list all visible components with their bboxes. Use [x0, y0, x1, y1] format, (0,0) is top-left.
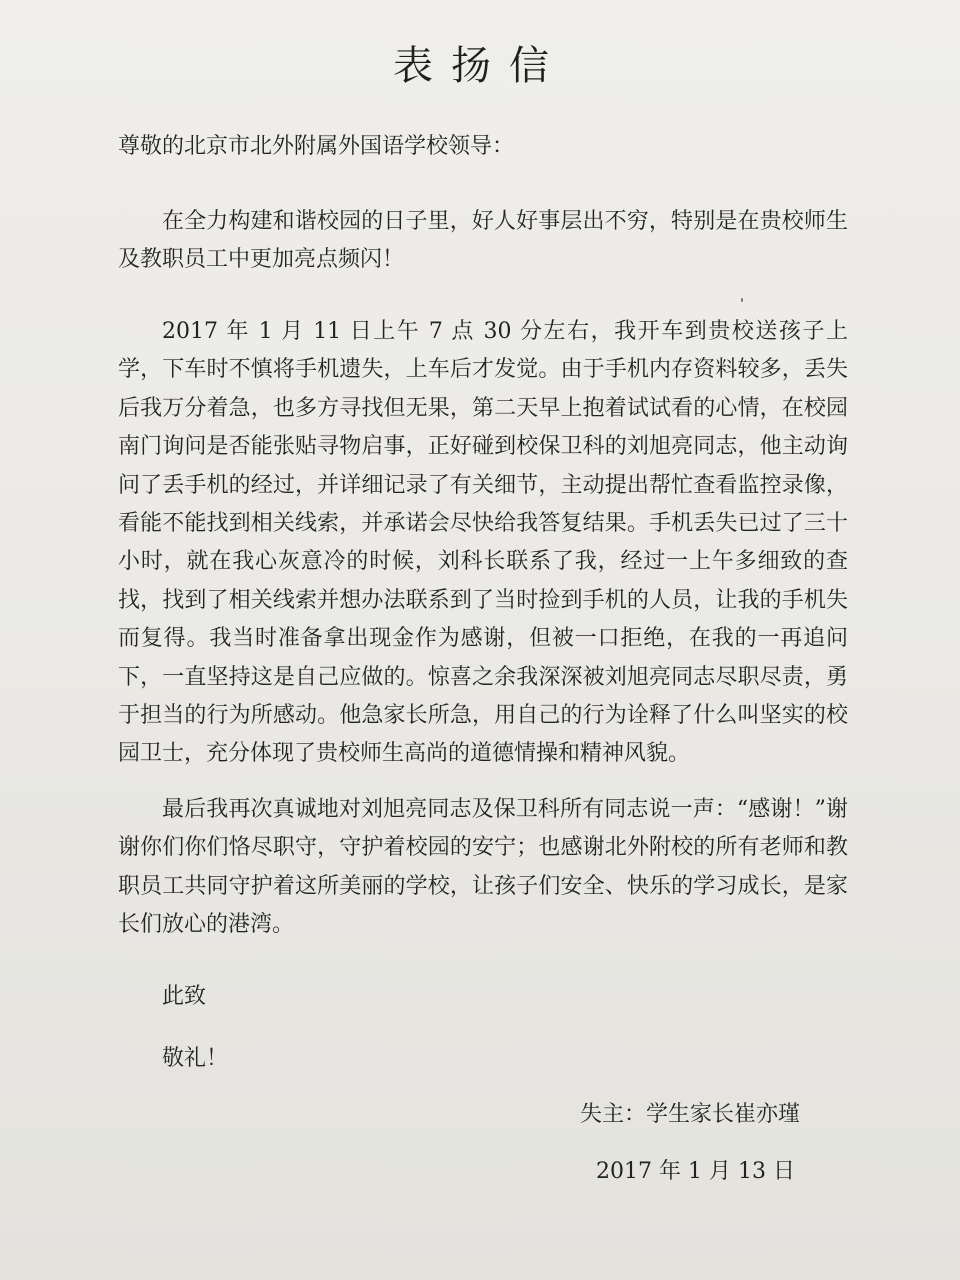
paragraph-1: 在全力构建和谐校园的日子里，好人好事层出不穷，特别是在贵校师生及教职员工中更加亮点频闪！ [118, 209, 848, 273]
salutation: 尊敬的北京市北外附属外国语学校领导： [118, 134, 515, 159]
paragraph-3: 最后我再次真诚地对刘旭亮同志及保卫科所有同志说一声：“感谢！”谢谢你们你们恪尽职守，守护着校园的安宁；也感谢北外附校的所有老师和教职员工共同守护着这所美丽的学校，让孩子们安全、快乐的学习成长，是家长们放心的港湾。 [118, 797, 848, 938]
paragraph-2: 2017 年 1 月 11 日上午 7 点 30 分左右，我开车到贵校送孩子上学，下车时不慎将手机遗失，上车后才发觉。由于手机内存资料较多，丢失后我万分着急，也多方寻找但无果，第二天早上抱着试试看的心情，在校园南门询问是否能张贴寻物启事，正好碰到校保卫科的刘旭亮同志，他主动询问了丢手机的经过，并详细记录了有关细节，主动提出帮忙查看监控录像，看能不能找到相关线索，并承诺会尽快给我答复结果。手机丢失已过了三十小时，就在我心灰意冷的时候，刘科长联系了我，经过一上午多细致的查找，找到了相关线索并想办法联系到了当时捡到手机的人员，让我的手机失而复得。我当时准备拿出现金作为感谢，但被一口拒绝，在我的一再追问下，一直坚持这是自己应做的。惊喜之余我深深被刘旭亮同志尽职尽责，勇于担当的行为所感动。他急家长所急，用自己的行为诠释了什么叫坚实的校园卫士，充分体现了贵校师生高尚的道德情操和精神风貌。 [118, 319, 848, 767]
closing-salute: 敬礼！ [162, 1046, 229, 1071]
signature: 失主：学生家长崔亦瑾 [580, 1102, 801, 1127]
letter-title: 表扬信 [393, 43, 567, 89]
paper-speck [741, 298, 743, 302]
letter-date: 2017 年 1 月 13 日 [596, 1159, 795, 1184]
closing-phrase: 此致 [162, 984, 207, 1009]
